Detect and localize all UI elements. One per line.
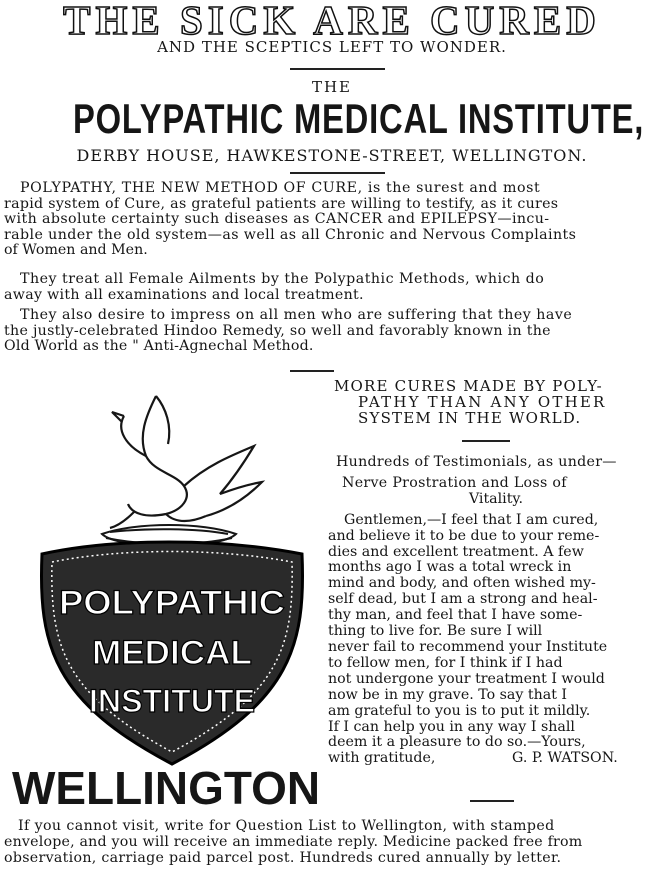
emblem-place: WELLINGTON	[12, 762, 320, 814]
divider	[290, 172, 385, 174]
intro-paragraph-2	[4, 272, 544, 303]
emblem-line-3: INSTITUTE	[89, 683, 255, 719]
institute-emblem	[6, 386, 330, 816]
letter-signature: G. P. WATSON.	[512, 750, 618, 767]
divider	[290, 68, 385, 70]
divider	[470, 800, 514, 802]
intro-line: POLYPATHY, THE NEW METHOD OF CURE, is the surest and most	[20, 180, 541, 196]
testimonial-title: Vitality.	[468, 490, 524, 507]
intro-line: away with all examinations and local treatment.	[4, 286, 364, 303]
cures-heading-line: MORE CURES MADE BY POLY-	[334, 377, 603, 395]
footer-line: observation, carriage paid parcel post. Hundreds cured annually by letter.	[4, 850, 562, 866]
cures-heading-line: SYSTEM IN THE WORLD.	[358, 409, 582, 427]
footer-line: envelope, and you will receive an immediate reply. Medicine packed free from	[4, 834, 583, 850]
intro-paragraph-3	[4, 308, 572, 355]
intro-line: rable under the old system—as well as all Chronic and Nervous Complaints	[4, 226, 577, 243]
intro-line: They also desire to impress on all men who are suffering that they have	[20, 307, 573, 323]
cures-heading-line: PATHY THAN ANY OTHER	[358, 393, 607, 411]
letter-line: self dead, but I am a strong and heal-	[328, 591, 598, 608]
intro-line: Old World as the " Anti-Agnechal Method.	[4, 338, 314, 355]
letter-line: thy man, and feel that I have some-	[328, 607, 583, 624]
emblem-line-2: MEDICAL	[92, 634, 252, 672]
headline: THE SICK ARE CURED	[63, 0, 601, 43]
intro-line: of Women and Men.	[4, 242, 148, 259]
letter-line: and believe it to be due to your reme-	[328, 527, 600, 544]
divider	[462, 440, 510, 442]
cures-heading	[334, 378, 607, 426]
emblem-line-1: POLYPATHIC	[59, 584, 285, 622]
letter-line: to fellow men, for I think if I had	[328, 654, 563, 671]
testimonial-title: Nerve Prostration and Loss of	[342, 474, 567, 491]
letter-line: thing to live for. Be sure I will	[328, 623, 543, 640]
letter-line: never fail to recommend your Institute	[328, 638, 608, 655]
letter-line: am grateful to you is to put it mildly.	[328, 702, 591, 719]
footer-line: If you cannot visit, write for Question List to Wellington, with stamped	[18, 818, 555, 834]
letter-line: months ago I was a total wreck in	[328, 559, 572, 576]
intro-line: They treat all Female Ailments by the Polypathic Methods, which do	[20, 271, 545, 287]
letter-line: mind and body, and often wished my-	[328, 575, 596, 592]
intro-paragraph	[4, 181, 576, 259]
subheadline: AND THE SCEPTICS LEFT TO WONDER.	[157, 38, 507, 56]
letter-line: Gentlemen,—I feel that I am cured,	[344, 511, 599, 528]
letter-line: dies and excellent treatment. A few	[328, 543, 584, 560]
letter-line: If I can help you in any way I shall	[328, 718, 575, 735]
footer-paragraph	[4, 818, 582, 866]
address: DERBY HOUSE, HAWKESTONE-STREET, WELLINGTON.	[76, 146, 588, 165]
testimonials-intro: Hundreds of Testimonials, as under—	[336, 454, 617, 470]
institute-title: POLYPATHIC MEDICAL INSTITUTE,	[73, 95, 645, 142]
the-label: THE	[311, 78, 353, 96]
letter-line: now be in my grave. To say that I	[328, 686, 568, 703]
intro-line: the justly-celebrated Hindoo Remedy, so well and favorably known in the	[4, 322, 551, 339]
intro-line: with absolute certainty such diseases as CANCER and EPILEPSY—incu-	[4, 211, 550, 228]
testimonial-block	[328, 455, 664, 767]
intro-line: rapid system of Cure, as grateful patients are willing to testify, as it cures	[4, 195, 559, 212]
divider	[290, 370, 334, 372]
letter-line: not undergone your treatment I would	[328, 670, 605, 687]
pelican-icon	[110, 396, 262, 528]
letter-line: deem it a pleasure to do so.—Yours,	[328, 734, 586, 751]
letter-signoff: with gratitude,	[328, 750, 436, 767]
